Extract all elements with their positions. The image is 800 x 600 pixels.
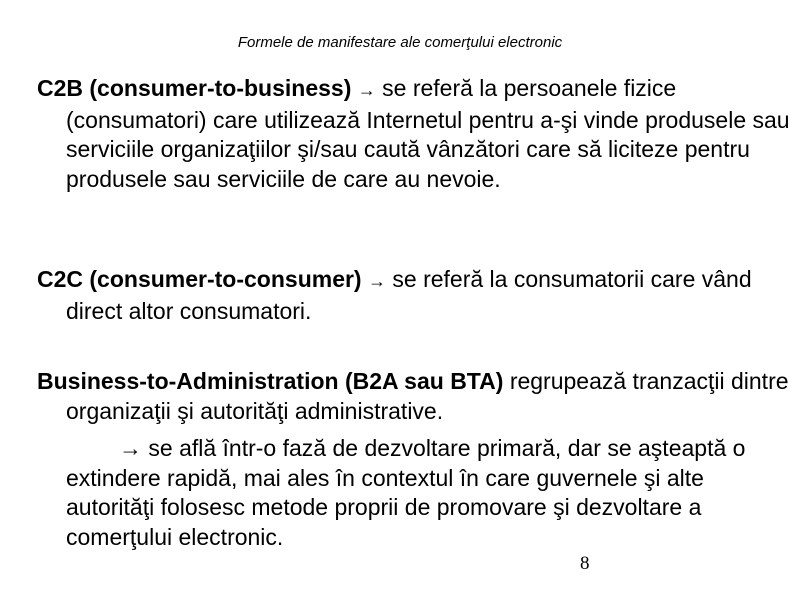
- term-c2b: C2B (consumer-to-business): [37, 75, 352, 101]
- arrow-icon: →: [357, 80, 376, 100]
- paragraph-b2a: [37, 367, 800, 426]
- definition-b2a: regrupează tranzacţii dintre organizaţii şi autorităţi administrative.: [66, 368, 789, 424]
- term-b2a: Business-to-Administration (B2A sau BTA): [37, 368, 504, 394]
- paragraph-b2a-continuation: [66, 434, 776, 552]
- page-number: 8: [580, 553, 590, 574]
- arrow-icon: →: [119, 435, 142, 461]
- paragraph-c2b: [37, 74, 800, 194]
- continuation-text: se află într-o fază de dezvoltare primară, dar se aşteaptă o extindere rapidă, mai ales în contextul în care guvernele şi alte autorităţi folosesc metode proprii de promovare şi dezvoltare a comerţului electronic.: [66, 435, 746, 550]
- paragraph-c2c: [37, 265, 800, 326]
- arrow-icon: →: [368, 271, 386, 291]
- term-c2c: C2C (consumer-to-consumer): [37, 266, 362, 292]
- slide-title: Formele de manifestare ale comerţului electronic: [237, 34, 563, 51]
- definition-c2b: se referă la persoanele fizice (consumatori) care utilizează Internetul pentru a-şi vinde produsele sau serviciile organizaţiilor şi/sau caută vânzători care să liciteze pentru produsele sau serviciile de care au nevoie.: [66, 75, 790, 192]
- definition-c2c: se referă la consumatorii care vând direct altor consumatori.: [66, 266, 752, 324]
